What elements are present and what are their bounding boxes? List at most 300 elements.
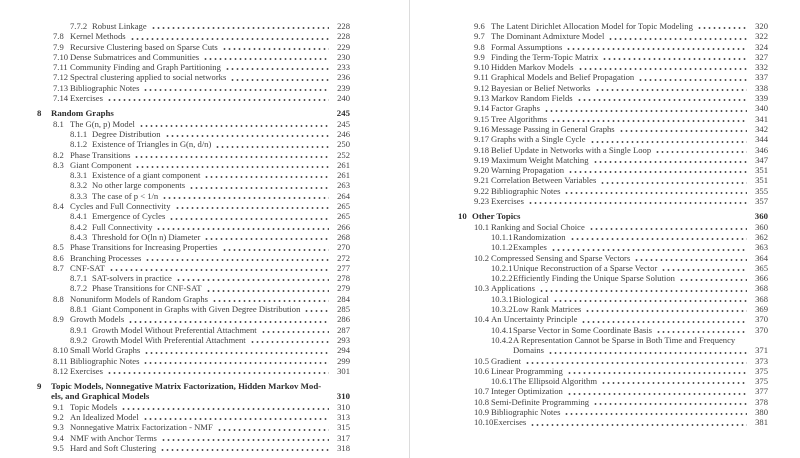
toc-leader-dots: [578, 62, 747, 70]
toc-entry-page-number: 342: [755, 123, 768, 134]
toc-entry: [458, 52, 768, 62]
toc-entry-page-number: 294: [337, 345, 350, 356]
toc-entry-title: Small World Graphs: [70, 345, 141, 356]
toc-entry: [37, 129, 350, 139]
toc-entry-number: 10.3: [474, 283, 490, 294]
toc-entry-title: Integer Optimization: [491, 386, 563, 397]
toc-entry-title: Giant Component: [70, 159, 132, 170]
toc-entry-title: Semi-Definite Programming: [491, 396, 590, 407]
toc-leader-dots: [528, 196, 747, 204]
toc-entry-number: 10.10: [474, 417, 494, 428]
toc-entry: [37, 335, 350, 345]
toc-entry: [458, 386, 768, 396]
toc-entry: [37, 314, 350, 324]
toc-entry-number: 8.8.1: [70, 304, 88, 315]
toc-entry-page-number: 277: [337, 262, 350, 273]
toc-entry-page-number: 230: [337, 51, 350, 62]
toc-leader-dots: [679, 273, 747, 281]
toc-entry-title: Existence of a giant component: [92, 170, 201, 181]
toc-leader-dots: [661, 263, 747, 271]
toc-entry-page-number: 310: [337, 401, 350, 412]
toc-leader-dots: [697, 21, 747, 29]
toc-entry-title: Belief Update in Networks with a Single Loop: [491, 144, 652, 155]
toc-entry-number: 7.11: [53, 62, 68, 73]
toc-entry-page-number: 375: [755, 365, 768, 376]
toc-entry-page-number: 368: [755, 293, 768, 304]
toc-leader-dots: [530, 417, 747, 425]
toc-leader-dots: [261, 325, 329, 333]
toc-entry-title: An Uncertainty Principle: [491, 314, 578, 325]
toc-entry-page-number: 261: [337, 170, 350, 181]
toc-entry-title: Domains: [513, 345, 545, 356]
toc-entry-number: 9.11: [474, 72, 489, 83]
toc-entry: [458, 62, 768, 72]
toc-entry: [458, 417, 768, 427]
toc-entry-page-number: 366: [755, 273, 768, 284]
toc-entry-page-number: 362: [755, 231, 768, 242]
toc-entry-title: Giant Component in Graphs with Given Degree Distribution: [92, 304, 301, 315]
toc-entry: [458, 366, 768, 376]
toc-entry-page-number: 299: [337, 355, 350, 366]
toc-entry-title: Efficiently Finding the Unique Sparse Solution: [513, 273, 675, 284]
toc-leader-dots: [212, 294, 329, 302]
toc-entry-number: 9: [37, 381, 42, 392]
toc-entry-title: els, and Graphical Models: [51, 391, 150, 402]
toc-entry-title: Graphs with a Single Cycle: [491, 134, 586, 145]
toc-entry-title: Linear Programming: [491, 365, 563, 376]
toc-entry-number: 10.4.1: [491, 324, 513, 335]
toc-entry: [37, 242, 350, 252]
toc-entry: [37, 232, 350, 242]
toc-entry: [37, 201, 350, 211]
toc-entry-number: 8.11: [53, 355, 68, 366]
toc-entry-page-number: 370: [755, 324, 768, 335]
toc-entry-title: Gradient: [491, 355, 522, 366]
toc-entry-page-number: 317: [337, 432, 350, 443]
toc-entry-title: Nonuniform Models of Random Graphs: [70, 293, 208, 304]
toc-entry-number: 9.16: [474, 123, 490, 134]
toc-entry-page-number: 339: [755, 93, 768, 104]
toc-entry-number: 7.13: [53, 82, 69, 93]
toc-entry: [458, 304, 768, 314]
toc-entry: [458, 42, 768, 52]
toc-entry: [458, 335, 768, 345]
toc-leader-dots: [577, 93, 747, 101]
toc-entry-page-number: 338: [755, 82, 768, 93]
toc-leader-dots: [567, 366, 747, 374]
toc-entry: [458, 21, 768, 31]
toc-entry: [37, 42, 350, 52]
toc-entry: [458, 242, 768, 252]
toc-entry-title: Growth Models: [70, 314, 125, 325]
toc-entry-number: 8.1.2: [70, 139, 88, 150]
toc-entry-title: Examples: [513, 242, 547, 253]
toc-entry-page-number: 301: [337, 365, 350, 376]
toc-entry-page-number: 265: [337, 211, 350, 222]
toc-entry-title: Growth Model Without Preferential Attachment: [92, 324, 257, 335]
toc-entry: [37, 211, 350, 221]
toc-leader-dots: [600, 175, 747, 183]
toc-leader-dots: [638, 72, 747, 80]
toc-entry: [458, 222, 768, 232]
toc-leader-dots: [567, 386, 747, 394]
toc-leader-dots: [128, 314, 329, 322]
toc-entry-title: Phase Transitions: [70, 149, 131, 160]
toc-entry-number: 9.19: [474, 154, 490, 165]
toc-entry-number: 8.4.1: [70, 211, 88, 222]
toc-entry-title: Robust Linkage: [92, 21, 147, 31]
toc-entry: [458, 345, 768, 355]
toc-column-right: [458, 0, 768, 428]
toc-entry-title: Factor Graphs: [491, 103, 540, 114]
toc-entry-title: Tree Algorithms: [491, 113, 548, 124]
toc-entry-title: Topic Models, Nonnegative Matrix Factorization, Hidden Markov Mod-: [51, 381, 322, 392]
toc-entry: [458, 165, 768, 175]
toc-entry-page-number: 286: [337, 314, 350, 325]
toc-entry: [37, 304, 350, 314]
toc-entry-title: Community Finding and Graph Partitioning: [70, 62, 221, 73]
toc-entry-page-number: 351: [755, 165, 768, 176]
toc-entry: [37, 294, 350, 304]
toc-entry-title: Graphical Models and Belief Propagation: [491, 72, 635, 83]
toc-entry-page-number: 360: [755, 221, 768, 232]
toc-leader-dots: [169, 211, 329, 219]
toc-leader-dots: [135, 160, 329, 168]
toc-leader-dots: [525, 356, 747, 364]
toc-entry-title: Exercises: [70, 365, 103, 376]
toc-leader-dots: [203, 52, 329, 60]
toc-entry-title: SAT-solvers in practice: [92, 273, 172, 284]
toc-entry-number: 10.2.2: [491, 273, 513, 284]
toc-entry-title: The Latent Dirichlet Allocation Model for Topic Modeling: [491, 21, 693, 31]
toc-entry-title: Bibliographic Notes: [70, 355, 140, 366]
toc-entry-number: 10.4: [474, 314, 490, 325]
toc-entry-title: Message Passing in General Graphs: [491, 123, 615, 134]
toc-entry: [458, 114, 768, 124]
toc-leader-dots: [156, 222, 329, 230]
toc-entry: [458, 283, 768, 293]
toc-entry: [37, 366, 350, 376]
toc-leader-dots: [551, 242, 747, 250]
toc-entry: [458, 273, 768, 283]
toc-entry: [37, 72, 350, 82]
toc-entry-title: Recursive Clustering based on Sparse Cuts: [70, 41, 218, 52]
toc-entry-number: 9.2: [53, 411, 64, 422]
toc-entry-number: 10.9: [474, 406, 490, 417]
toc-entry: [458, 72, 768, 82]
toc-entry: [458, 155, 768, 165]
toc-entry-page-number: 365: [755, 262, 768, 273]
toc-entry: [458, 83, 768, 93]
toc-entry-title: Full Connectivity: [92, 221, 153, 232]
toc-entry-title: CNF-SAT: [70, 262, 105, 273]
toc-entry-title: Growth Model With Preferential Attachment: [92, 334, 246, 345]
toc-leader-dots: [144, 345, 329, 353]
toc-entry-number: 7.14: [53, 93, 69, 104]
toc-leader-dots: [206, 283, 329, 291]
toc-entry-number: 8.12: [53, 365, 69, 376]
toc-entry-number: 8.8: [53, 293, 64, 304]
toc-leader-dots: [581, 314, 747, 322]
toc-entry-number: 9.8: [474, 41, 485, 52]
toc-entry-number: 10.1.1: [491, 231, 513, 242]
toc-leader-dots: [107, 366, 329, 374]
toc-chapter-entry: [458, 211, 768, 221]
toc-entry-page-number: 278: [337, 273, 350, 284]
toc-entry-page-number: 265: [337, 201, 350, 212]
toc-leader-dots: [222, 242, 329, 250]
toc-leader-dots: [204, 170, 329, 178]
toc-entry-number: 8.10: [53, 345, 69, 356]
toc-entry-title: Degree Distribution: [92, 128, 161, 139]
toc-entry-page-number: 341: [755, 113, 768, 124]
toc-leader-dots: [304, 304, 329, 312]
toc-entry-number: 10.6.1: [491, 376, 513, 387]
toc-entry-page-number: 347: [755, 154, 768, 165]
toc-leader-dots: [553, 294, 747, 302]
toc-leader-dots: [601, 376, 747, 384]
toc-entry-number: 7.10: [53, 51, 69, 62]
toc-leader-dots: [589, 222, 747, 230]
toc-entry-number: 10.7: [474, 386, 490, 397]
toc-entry-title: Kernel Methods: [70, 31, 126, 42]
toc-entry-title: Bibliographic Notes: [70, 82, 140, 93]
toc-entry: [458, 325, 768, 335]
toc-entry-page-number: 228: [337, 21, 350, 31]
toc-entry-number: 8.4.3: [70, 231, 88, 242]
toc-entry-page-number: 279: [337, 283, 350, 294]
toc-entry-number: 8.3.1: [70, 170, 88, 181]
toc-entry-number: 10.2: [474, 252, 490, 263]
toc-leader-dots: [204, 232, 329, 240]
toc-entry-title: The Ellipsoid Algorithm: [513, 376, 598, 387]
toc-entry-page-number: 270: [337, 242, 350, 253]
toc-entry-page-number: 337: [755, 72, 768, 83]
toc-entry-number: 9.17: [474, 134, 490, 145]
toc-entry-title: Hard and Soft Clustering: [70, 442, 157, 453]
toc-entry-page-number: 245: [337, 118, 350, 129]
toc-column-left: [37, 0, 350, 453]
toc-leader-dots: [143, 356, 329, 364]
toc-leader-dots: [595, 83, 747, 91]
toc-entry-title: Warning Propagation: [491, 165, 565, 176]
toc-entry-number: 8.1: [53, 118, 64, 129]
toc-entry-number: 10.2.1: [491, 262, 513, 273]
toc-entry-page-number: 351: [755, 175, 768, 186]
toc-leader-dots: [121, 402, 329, 410]
toc-entry-title: Unique Reconstruction of a Sparse Vector: [513, 262, 658, 273]
toc-entry-number: 9.9: [474, 51, 485, 62]
toc-entry-number: 9.7: [474, 31, 485, 42]
toc-leader-dots: [145, 253, 329, 261]
toc-leader-dots: [217, 422, 329, 430]
toc-entry-title: Ranking and Social Choice: [491, 221, 585, 232]
toc-entry-page-number: 313: [337, 411, 350, 422]
toc-leader-dots: [564, 186, 747, 194]
toc-chapter-entry: [37, 391, 350, 401]
toc-entry-page-number: 287: [337, 324, 350, 335]
toc-entry-number: 9.21: [474, 175, 490, 186]
toc-entry-page-number: 371: [755, 345, 768, 356]
toc-leader-dots: [593, 155, 748, 163]
toc-entry-page-number: 368: [755, 283, 768, 294]
toc-leader-dots: [139, 119, 329, 127]
toc-entry: [37, 52, 350, 62]
toc-entry: [458, 31, 768, 41]
toc-entry-title: Hidden Markov Models: [491, 62, 574, 73]
toc-entry: [37, 31, 350, 41]
toc-entry-title: Phase Transitions for Increasing Properties: [70, 242, 218, 253]
toc-entry-number: 9.3: [53, 422, 64, 433]
toc-leader-dots: [225, 62, 329, 70]
toc-entry-page-number: 322: [755, 31, 768, 42]
toc-entry: [458, 196, 768, 206]
toc-entry: [458, 232, 768, 242]
toc-leader-dots: [222, 42, 329, 50]
toc-entry-page-number: 246: [337, 128, 350, 139]
toc-entry-number: 9.1: [53, 401, 64, 412]
toc-leader-dots: [570, 232, 747, 240]
toc-entry: [458, 263, 768, 273]
toc-entry-page-number: 293: [337, 334, 350, 345]
toc-entry: [37, 273, 350, 283]
toc-entry-number: 9.20: [474, 165, 490, 176]
toc-entry: [37, 180, 350, 190]
toc-entry-title: Random Graphs: [51, 108, 114, 119]
toc-entry-title: Markov Random Fields: [491, 93, 573, 104]
toc-entry-number: 8.9.1: [70, 324, 88, 335]
toc-entry-title: Topic Models: [70, 401, 118, 412]
toc-entry: [458, 253, 768, 263]
toc-entry-title: Sparse Vector in Some Coordinate Basis: [513, 324, 652, 335]
toc-entry: [37, 345, 350, 355]
toc-entry-title: Formal Assumptions: [491, 41, 563, 52]
toc-entry-page-number: 272: [337, 252, 350, 263]
toc-entry-number: 9.18: [474, 144, 490, 155]
toc-entry-page-number: 375: [755, 376, 768, 387]
toc-leader-dots: [134, 150, 329, 158]
toc-entry-title: Dense Submatrices and Communities: [70, 51, 200, 62]
toc-entry-number: 8.2: [53, 149, 64, 160]
toc-entry-title: Other Topics: [472, 211, 521, 222]
toc-entry: [37, 170, 350, 180]
toc-entry-title: Existence of Triangles in G(n, d/n): [92, 139, 212, 150]
toc-entry: [458, 186, 768, 196]
toc-entry-page-number: 364: [755, 252, 768, 263]
toc-entry: [37, 62, 350, 72]
toc-entry-title: No other large components: [92, 180, 186, 191]
toc-entry-number: 8.9: [53, 314, 64, 325]
toc-entry-page-number: 327: [755, 51, 768, 62]
toc-entry: [37, 93, 350, 103]
toc-entry-number: 9.14: [474, 103, 490, 114]
toc-entry-page-number: 355: [755, 185, 768, 196]
toc-entry-page-number: 340: [755, 103, 768, 114]
toc-entry-number: 8.4.2: [70, 221, 88, 232]
toc-entry: [458, 314, 768, 324]
toc-entry-title: Threshold for O(ln n) Diameter: [92, 231, 201, 242]
toc-entry-title: NMF with Anchor Terms: [70, 432, 157, 443]
toc-entry-number: 7.9: [53, 41, 64, 52]
toc-entry-number: 8.4: [53, 201, 64, 212]
toc-leader-dots: [544, 103, 747, 111]
toc-entry: [37, 21, 350, 31]
toc-entry-page-number: 229: [337, 41, 350, 52]
toc-entry-title: A Representation Cannot be Sparse in Both Time and Frequency: [513, 334, 736, 345]
toc-entry-title: Bibliographic Notes: [491, 406, 561, 417]
toc-entry-title: The case of p < 1/n: [92, 190, 159, 201]
toc-leader-dots: [568, 165, 747, 173]
toc-entry-number: 8.7: [53, 262, 64, 273]
toc-chapter-entry: [37, 108, 350, 118]
toc-leader-dots: [608, 31, 747, 39]
toc-leader-dots: [165, 129, 330, 137]
toc-entry-page-number: 332: [755, 62, 768, 73]
toc-entry-title: Bibliographic Notes: [491, 185, 561, 196]
toc-leader-dots: [564, 407, 747, 415]
toc-leader-dots: [175, 201, 330, 209]
toc-entry-number: 7.7.2: [70, 21, 88, 31]
toc-entry-title: Correlation Between Variables: [491, 175, 597, 186]
toc-leader-dots: [656, 325, 747, 333]
toc-entry-page-number: 378: [755, 396, 768, 407]
toc-entry-page-number: 373: [755, 355, 768, 366]
toc-entry-title: Low Rank Matrices: [513, 304, 582, 315]
toc-entry-page-number: 315: [337, 422, 350, 433]
toc-entry-number: 8.6: [53, 252, 64, 263]
toc-entry-title: Cycles and Full Connectivity: [70, 201, 171, 212]
toc-entry-number: 10.1: [474, 221, 490, 232]
toc-leader-dots: [107, 93, 329, 101]
toc-entry-page-number: 357: [755, 196, 768, 207]
toc-entry-number: 9.22: [474, 185, 490, 196]
toc-leader-dots: [230, 72, 329, 80]
toc-leader-dots: [143, 412, 329, 420]
toc-entry: [37, 325, 350, 335]
toc-entry-number: 9.10: [474, 62, 490, 73]
toc-entry-number: 10: [458, 211, 467, 222]
toc-entry-number: 8.7.2: [70, 283, 88, 294]
toc-entry-page-number: 228: [337, 31, 350, 42]
toc-entry: [37, 150, 350, 160]
toc-leader-dots: [634, 253, 747, 261]
toc-entry: [37, 222, 350, 232]
toc-entry-page-number: 264: [337, 190, 350, 201]
toc-entry-page-number: 320: [755, 21, 768, 31]
toc-entry-number: 7.8: [53, 31, 64, 42]
toc-entry: [37, 139, 350, 149]
toc-entry-number: 8.7.1: [70, 273, 88, 284]
toc-leader-dots: [176, 273, 329, 281]
toc-leader-dots: [619, 124, 747, 132]
toc-entry-number: 10.4.2: [491, 334, 513, 345]
toc-entry-number: 10.8: [474, 396, 490, 407]
toc-page-right: [410, 0, 799, 458]
toc-leader-dots: [585, 304, 747, 312]
toc-entry: [458, 397, 768, 407]
toc-entry: [37, 191, 350, 201]
toc-leader-dots: [161, 433, 329, 441]
toc-leader-dots: [566, 42, 747, 50]
toc-entry-title: Phase Transitions for CNF-SAT: [92, 283, 202, 294]
toc-entry-page-number: 324: [755, 41, 768, 52]
toc-entry: [458, 294, 768, 304]
toc-entry-page-number: 344: [755, 134, 768, 145]
toc-entry-number: 9.15: [474, 113, 490, 124]
toc-entry-title: Applications: [491, 283, 535, 294]
toc-entry: [458, 376, 768, 386]
toc-entry-page-number: 380: [755, 406, 768, 417]
